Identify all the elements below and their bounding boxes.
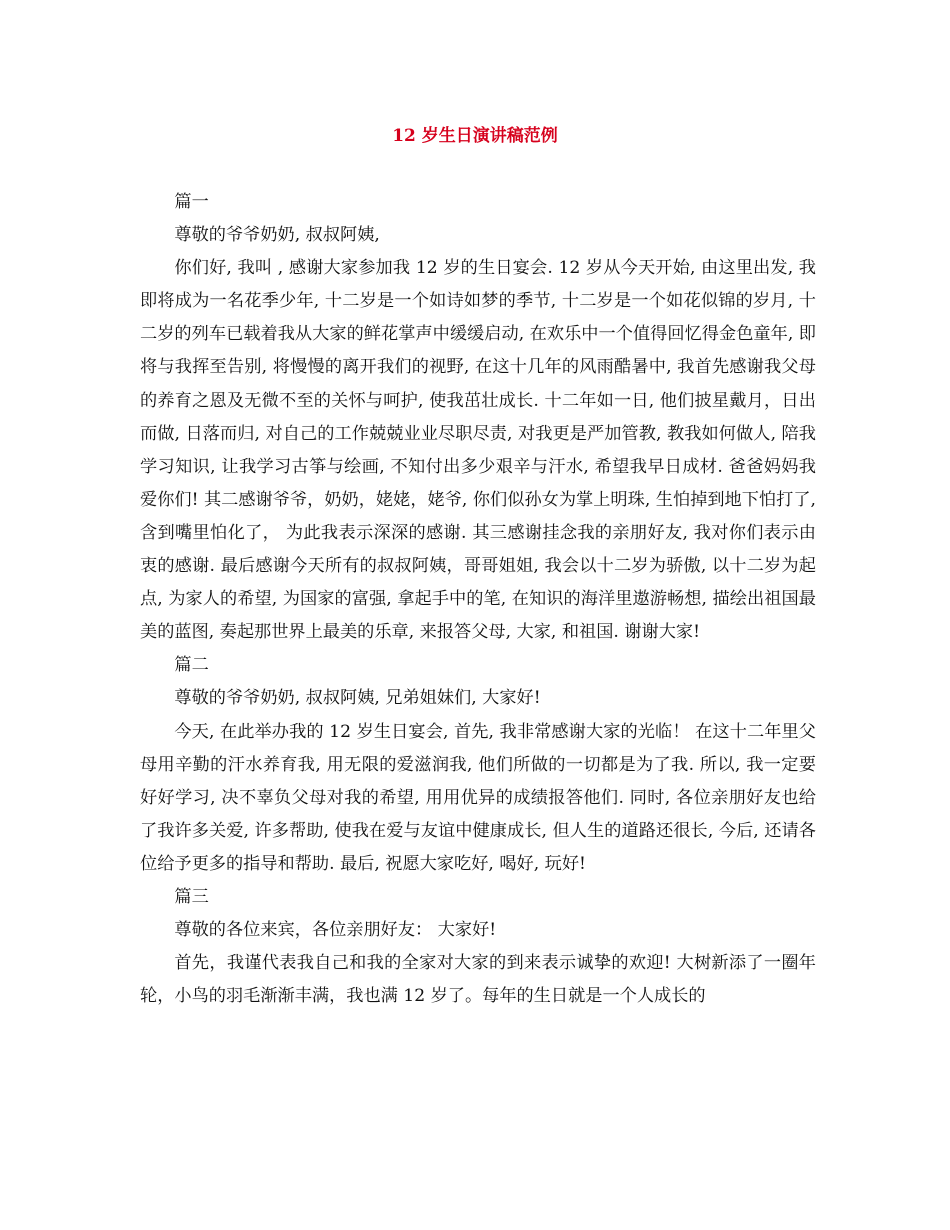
section-heading-3: 篇三 [174,886,209,907]
section-heading-1: 篇一 [174,192,209,212]
document-body [140,186,816,1013]
speech-paragraph-3: 首先，我谨代表我自己和我的全家对大家的到来表示诚挚的欢迎! 大树新添了一圈年轮，小鸟的羽毛渐渐丰满，我也满 12 岁了。每年的生日就是一个人成长的 [140,953,816,1007]
greeting-paragraph-1: 尊敬的爷爷奶奶, 叔叔阿姨, [174,225,380,246]
speech-paragraph-2: 今天, 在此举办我的 12 岁生日宴会, 首先, 我非常感谢大家的光临！ 在这十二年里父母用辛勤的汗水养育我, 用无限的爱滋润我, 他们所做的一切都是为了我. 所以, 我一定要好好学习, 决不辜负父母对我的希望, 用用优异的成绩报答他们. 同时, 各位亲朋好友也给了我许多关爱, 许多帮助, 使我在爱与友谊中健康成长, 但人生的道路还很长, 今后, 还请各位给予更多的指导和帮助. 最后, 祝愿大家吃好, 喝好, 玩好! [140,721,816,874]
document-title: 12 岁生日演讲稿范例 [392,126,558,146]
greeting-paragraph-2: 尊敬的爷爷奶奶, 叔叔阿姨, 兄弟姐妹们, 大家好! [174,688,541,709]
speech-paragraph-1: 你们好, 我叫 , 感谢大家参加我 12 岁的生日宴会. 12 岁从今天开始, 由这里出发, 我即将成为一名花季少年, 十二岁是一个如诗如梦的季节, 十二岁是一个如花似锦的岁月, 十二岁的列车已载着我从大家的鲜花掌声中缓缓启动, 在欢乐中一个值得回忆得金色童年, 即将与我挥至告别, 将慢慢的离开我们的视野, 在这十几年的风雨酷暑中, 我首先感谢我父母的养育之恩及无微不至的关怀与呵护, 使我茁壮成长. 十二年如一日, 他们披星戴月，日出而做, 日落而归, 对自己的工作兢兢业业尽职尽责, 对我更是严加管教, 教我如何做人, 陪我学习知识, 让我学习古筝与绘画, 不知付出多少艰辛与汗水, 希望我早日成材. 爸爸妈妈我爱你们! 其二感谢爷爷，奶奶，姥姥，姥爷, 你们似孙女为掌上明珠, 生怕掉到地下怕打了, 含到嘴里怕化了， 为此我表示深深的感谢. 其三感谢挂念我的亲朋好友, 我对你们表示由衷的感谢. 最后感谢今天所有的叔叔阿姨，哥哥姐姐, 我会以十二岁为骄傲, 以十二岁为起点, 为家人的希望, 为国家的富强, 拿起手中的笔, 在知识的海洋里遨游畅想, 描绘出祖国最美的蓝图, 奏起那世界上最美的乐章, 来报答父母, 大家, 和祖国. 谢谢大家! [140,258,816,643]
greeting-paragraph-3: 尊敬的各位来宾，各位亲朋好友： 大家好! [174,920,497,941]
section-heading-2: 篇二 [174,655,209,676]
